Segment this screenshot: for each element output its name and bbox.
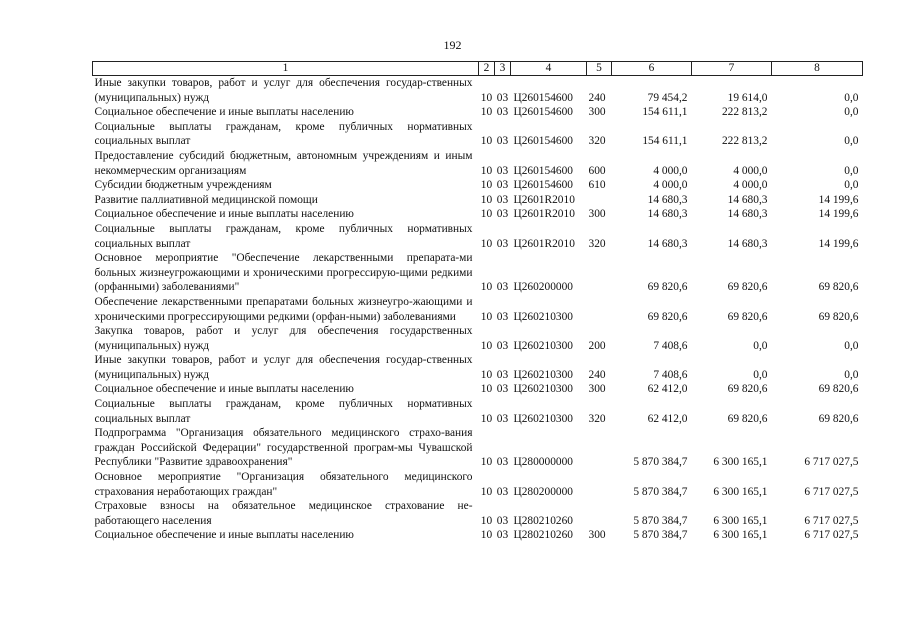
- row-amount-col7: 69 820,6: [727, 281, 768, 294]
- row-expense-type: 320: [588, 135, 606, 148]
- table-row: [93, 207, 863, 222]
- row-expense-type: [587, 193, 612, 208]
- row-amount-col7: 6 300 165,1: [713, 485, 768, 498]
- row-amount-col8: 6 717 027,5: [804, 485, 859, 498]
- row-amount-col8: 6 717 027,5: [804, 456, 859, 469]
- row-name: Иные закупки товаров, работ и услуг для обеспечения государ-ственных (муниципальных) нужд: [94, 77, 473, 104]
- row-target-article: Ц260154600: [513, 135, 573, 148]
- row-target-article: Ц280200000: [513, 485, 573, 498]
- page-number: 192: [443, 38, 462, 52]
- header-cell: 6: [612, 62, 692, 76]
- row-name: Развитие паллиативной медицинской помощи: [94, 193, 318, 206]
- row-subsection: 03: [496, 529, 509, 542]
- row-name: Социальное обеспечение и иные выплаты населению: [94, 529, 354, 542]
- row-amount-col7: 6 300 165,1: [713, 456, 768, 469]
- row-target-article: Ц260210300: [513, 412, 573, 425]
- table-row: [93, 105, 863, 120]
- header-cell: 1: [93, 62, 479, 76]
- row-section: 10: [480, 281, 493, 294]
- row-name: Подпрограмма "Организация обязательного медицинского страхо-вания граждан Российской Федерации" государственной програм-мы Чувашской Республики "Развитие здравоохранения": [94, 427, 473, 469]
- table-row: [93, 470, 863, 499]
- row-amount-col6: 5 870 384,7: [633, 529, 688, 542]
- row-amount-col7: 19 614,0: [727, 91, 768, 104]
- row-name: Социальное обеспечение и иные выплаты населению: [94, 208, 354, 221]
- row-expense-type: 300: [588, 106, 606, 119]
- row-amount-col6: 5 870 384,7: [633, 485, 688, 498]
- row-expense-type: 600: [588, 164, 606, 177]
- row-target-article: Ц260210300: [513, 339, 573, 352]
- row-amount-col7: 6 300 165,1: [713, 529, 768, 542]
- row-section: 10: [480, 179, 493, 192]
- table-row: [93, 528, 863, 543]
- table-row: [93, 251, 863, 295]
- row-amount-col8: 69 820,6: [818, 310, 859, 323]
- row-name: Основное мероприятие "Обеспечение лекарственными препарата-ми больных жизнеугрожающими и хроническими прогрессирую-щими редкими (орфанными) заболеваниями": [94, 252, 473, 294]
- row-section: 10: [480, 368, 493, 381]
- table-row: [93, 499, 863, 528]
- row-name: Предоставление субсидий бюджетным, автономным учреждениям и иным некоммерческим организациям: [94, 149, 473, 177]
- row-target-article: Ц2601R2010: [513, 237, 575, 250]
- header-cell: 5: [587, 62, 612, 76]
- row-amount-col6: 5 870 384,7: [633, 514, 688, 527]
- row-target-article: Ц260154600: [513, 179, 573, 192]
- row-section: 10: [480, 208, 493, 221]
- row-name: Социальные выплаты гражданам, кроме публичных нормативных социальных выплат: [94, 222, 473, 250]
- row-name: Социальное обеспечение и иные выплаты населению: [94, 383, 354, 396]
- row-amount-col6: 7 408,6: [653, 368, 688, 381]
- row-section: 10: [480, 106, 493, 119]
- row-subsection: 03: [496, 91, 509, 104]
- row-subsection: 03: [496, 208, 509, 221]
- row-subsection: 03: [496, 412, 509, 425]
- row-expense-type: 240: [588, 368, 606, 381]
- row-expense-type: 200: [588, 339, 606, 352]
- row-amount-col7: 0,0: [753, 339, 768, 352]
- row-amount-col6: 69 820,6: [647, 310, 688, 323]
- row-section: 10: [480, 514, 493, 527]
- row-section: 10: [480, 237, 493, 250]
- table-body: [93, 76, 863, 544]
- row-amount-col8: 0,0: [844, 164, 859, 177]
- row-amount-col7: 14 680,3: [727, 193, 768, 206]
- row-subsection: 03: [496, 237, 509, 250]
- row-amount-col8: 69 820,6: [818, 281, 859, 294]
- row-amount-col6: 14 680,3: [647, 193, 688, 206]
- table-row: [93, 382, 863, 397]
- row-expense-type: [587, 470, 612, 499]
- row-target-article: Ц2601R2010: [513, 208, 575, 221]
- row-amount-col6: 5 870 384,7: [633, 456, 688, 469]
- table-row: [93, 295, 863, 324]
- row-amount-col7: 14 680,3: [727, 237, 768, 250]
- row-target-article: Ц260210300: [513, 383, 573, 396]
- row-name: Основное мероприятие "Организация обязательного медицинского страхования неработающих граждан": [94, 471, 473, 498]
- row-expense-type: 610: [588, 179, 606, 192]
- row-amount-col6: 154 611,1: [642, 135, 688, 148]
- row-amount-col6: 62 412,0: [647, 383, 688, 396]
- row-subsection: 03: [496, 368, 509, 381]
- row-subsection: 03: [496, 179, 509, 192]
- row-amount-col7: 14 680,3: [727, 208, 768, 221]
- row-amount-col8: 0,0: [844, 339, 859, 352]
- row-amount-col6: 4 000,0: [653, 179, 688, 192]
- row-amount-col6: 69 820,6: [647, 281, 688, 294]
- table-header-row: [93, 62, 863, 76]
- row-section: 10: [480, 135, 493, 148]
- row-amount-col8: 69 820,6: [818, 412, 859, 425]
- row-section: 10: [480, 412, 493, 425]
- table-row: [93, 222, 863, 251]
- row-expense-type: [587, 251, 612, 295]
- row-amount-col8: 0,0: [844, 135, 859, 148]
- row-amount-col7: 69 820,6: [727, 412, 768, 425]
- row-subsection: 03: [496, 164, 509, 177]
- header-cell: 2: [479, 62, 495, 76]
- row-subsection: 03: [496, 310, 509, 323]
- row-amount-col6: 4 000,0: [653, 164, 688, 177]
- row-amount-col8: 14 199,6: [818, 237, 859, 250]
- row-section: 10: [480, 383, 493, 396]
- row-amount-col8: 0,0: [844, 91, 859, 104]
- row-subsection: 03: [496, 106, 509, 119]
- row-section: 10: [480, 193, 493, 206]
- row-target-article: Ц260154600: [513, 91, 573, 104]
- row-amount-col7: 0,0: [753, 368, 768, 381]
- row-target-article: Ц260154600: [513, 106, 573, 119]
- budget-table: [92, 61, 863, 543]
- row-expense-type: 300: [588, 208, 606, 221]
- row-target-article: Ц280210260: [513, 514, 573, 527]
- row-amount-col8: 69 820,6: [818, 383, 859, 396]
- row-name: Иные закупки товаров, работ и услуг для обеспечения государ-ственных (муниципальных) нужд: [94, 354, 473, 381]
- table-row: [93, 324, 863, 353]
- table-row: [93, 149, 863, 178]
- row-section: 10: [480, 456, 493, 469]
- row-subsection: 03: [496, 339, 509, 352]
- row-name: Обеспечение лекарственными препаратами больных жизнеугро-жающими и хроническими прогрессирующими редкими (орфан-ными) заболеваниями: [94, 295, 473, 323]
- row-target-article: Ц2601R2010: [513, 193, 575, 206]
- row-amount-col8: 0,0: [844, 179, 859, 192]
- row-amount-col7: 69 820,6: [727, 383, 768, 396]
- row-amount-col7: 222 813,2: [721, 135, 768, 148]
- row-name: Страховые взносы на обязательное медицинское страхование не-работающего населения: [94, 500, 473, 527]
- row-amount-col7: 69 820,6: [727, 310, 768, 323]
- row-subsection: 03: [496, 383, 509, 396]
- table-row: [93, 353, 863, 382]
- row-amount-col7: 4 000,0: [733, 164, 768, 177]
- row-name: Закупка товаров, работ и услуг для обеспечения государственных (муниципальных) нужд: [94, 325, 473, 352]
- row-amount-col6: 14 680,3: [647, 237, 688, 250]
- row-subsection: 03: [496, 514, 509, 527]
- row-target-article: Ц260154600: [513, 164, 573, 177]
- row-section: 10: [480, 529, 493, 542]
- header-cell: 3: [495, 62, 511, 76]
- row-amount-col6: 62 412,0: [647, 412, 688, 425]
- header-cell: 8: [772, 62, 863, 76]
- table-row: [93, 120, 863, 149]
- row-expense-type: [587, 426, 612, 470]
- row-target-article: Ц280000000: [513, 456, 573, 469]
- row-name: Социальные выплаты гражданам, кроме публичных нормативных социальных выплат: [94, 398, 473, 425]
- table-row: [93, 178, 863, 193]
- row-subsection: 03: [496, 135, 509, 148]
- row-target-article: Ц280210260: [513, 529, 573, 542]
- row-expense-type: [587, 499, 612, 528]
- row-amount-col8: 14 199,6: [818, 193, 859, 206]
- table-row: [93, 76, 863, 106]
- row-amount-col8: 6 717 027,5: [804, 514, 859, 527]
- row-subsection: 03: [496, 281, 509, 294]
- row-name: Социальное обеспечение и иные выплаты населению: [94, 106, 354, 119]
- row-expense-type: 300: [588, 529, 606, 542]
- row-section: 10: [480, 485, 493, 498]
- header-cell: 4: [511, 62, 587, 76]
- row-expense-type: 300: [588, 383, 606, 396]
- row-amount-col7: 4 000,0: [733, 179, 768, 192]
- row-name: Субсидии бюджетным учреждениям: [94, 179, 272, 192]
- row-section: 10: [480, 310, 493, 323]
- row-amount-col8: 6 717 027,5: [804, 529, 859, 542]
- row-expense-type: [587, 295, 612, 324]
- row-expense-type: 240: [588, 91, 606, 104]
- row-amount-col8: 0,0: [844, 368, 859, 381]
- header-cell: 7: [692, 62, 772, 76]
- table-row: [93, 193, 863, 208]
- row-amount-col7: 6 300 165,1: [713, 514, 768, 527]
- row-amount-col8: 0,0: [844, 106, 859, 119]
- row-amount-col6: 7 408,6: [653, 339, 688, 352]
- row-amount-col6: 14 680,3: [647, 208, 688, 221]
- row-expense-type: 320: [588, 237, 606, 250]
- row-amount-col6: 79 454,2: [647, 91, 688, 104]
- row-section: 10: [480, 339, 493, 352]
- row-target-article: Ц260210300: [513, 368, 573, 381]
- row-amount-col7: 222 813,2: [721, 106, 768, 119]
- row-amount-col6: 154 611,1: [642, 106, 688, 119]
- row-target-article: Ц260210300: [513, 310, 573, 323]
- row-name: Социальные выплаты гражданам, кроме публичных нормативных социальных выплат: [94, 120, 473, 148]
- row-subsection: 03: [496, 456, 509, 469]
- table-row: [93, 397, 863, 426]
- row-target-article: Ц260200000: [513, 281, 573, 294]
- table-row: [93, 426, 863, 470]
- row-subsection: 03: [496, 193, 509, 206]
- row-section: 10: [480, 91, 493, 104]
- row-section: 10: [480, 164, 493, 177]
- row-subsection: 03: [496, 485, 509, 498]
- row-amount-col8: 14 199,6: [818, 208, 859, 221]
- row-expense-type: 320: [588, 412, 606, 425]
